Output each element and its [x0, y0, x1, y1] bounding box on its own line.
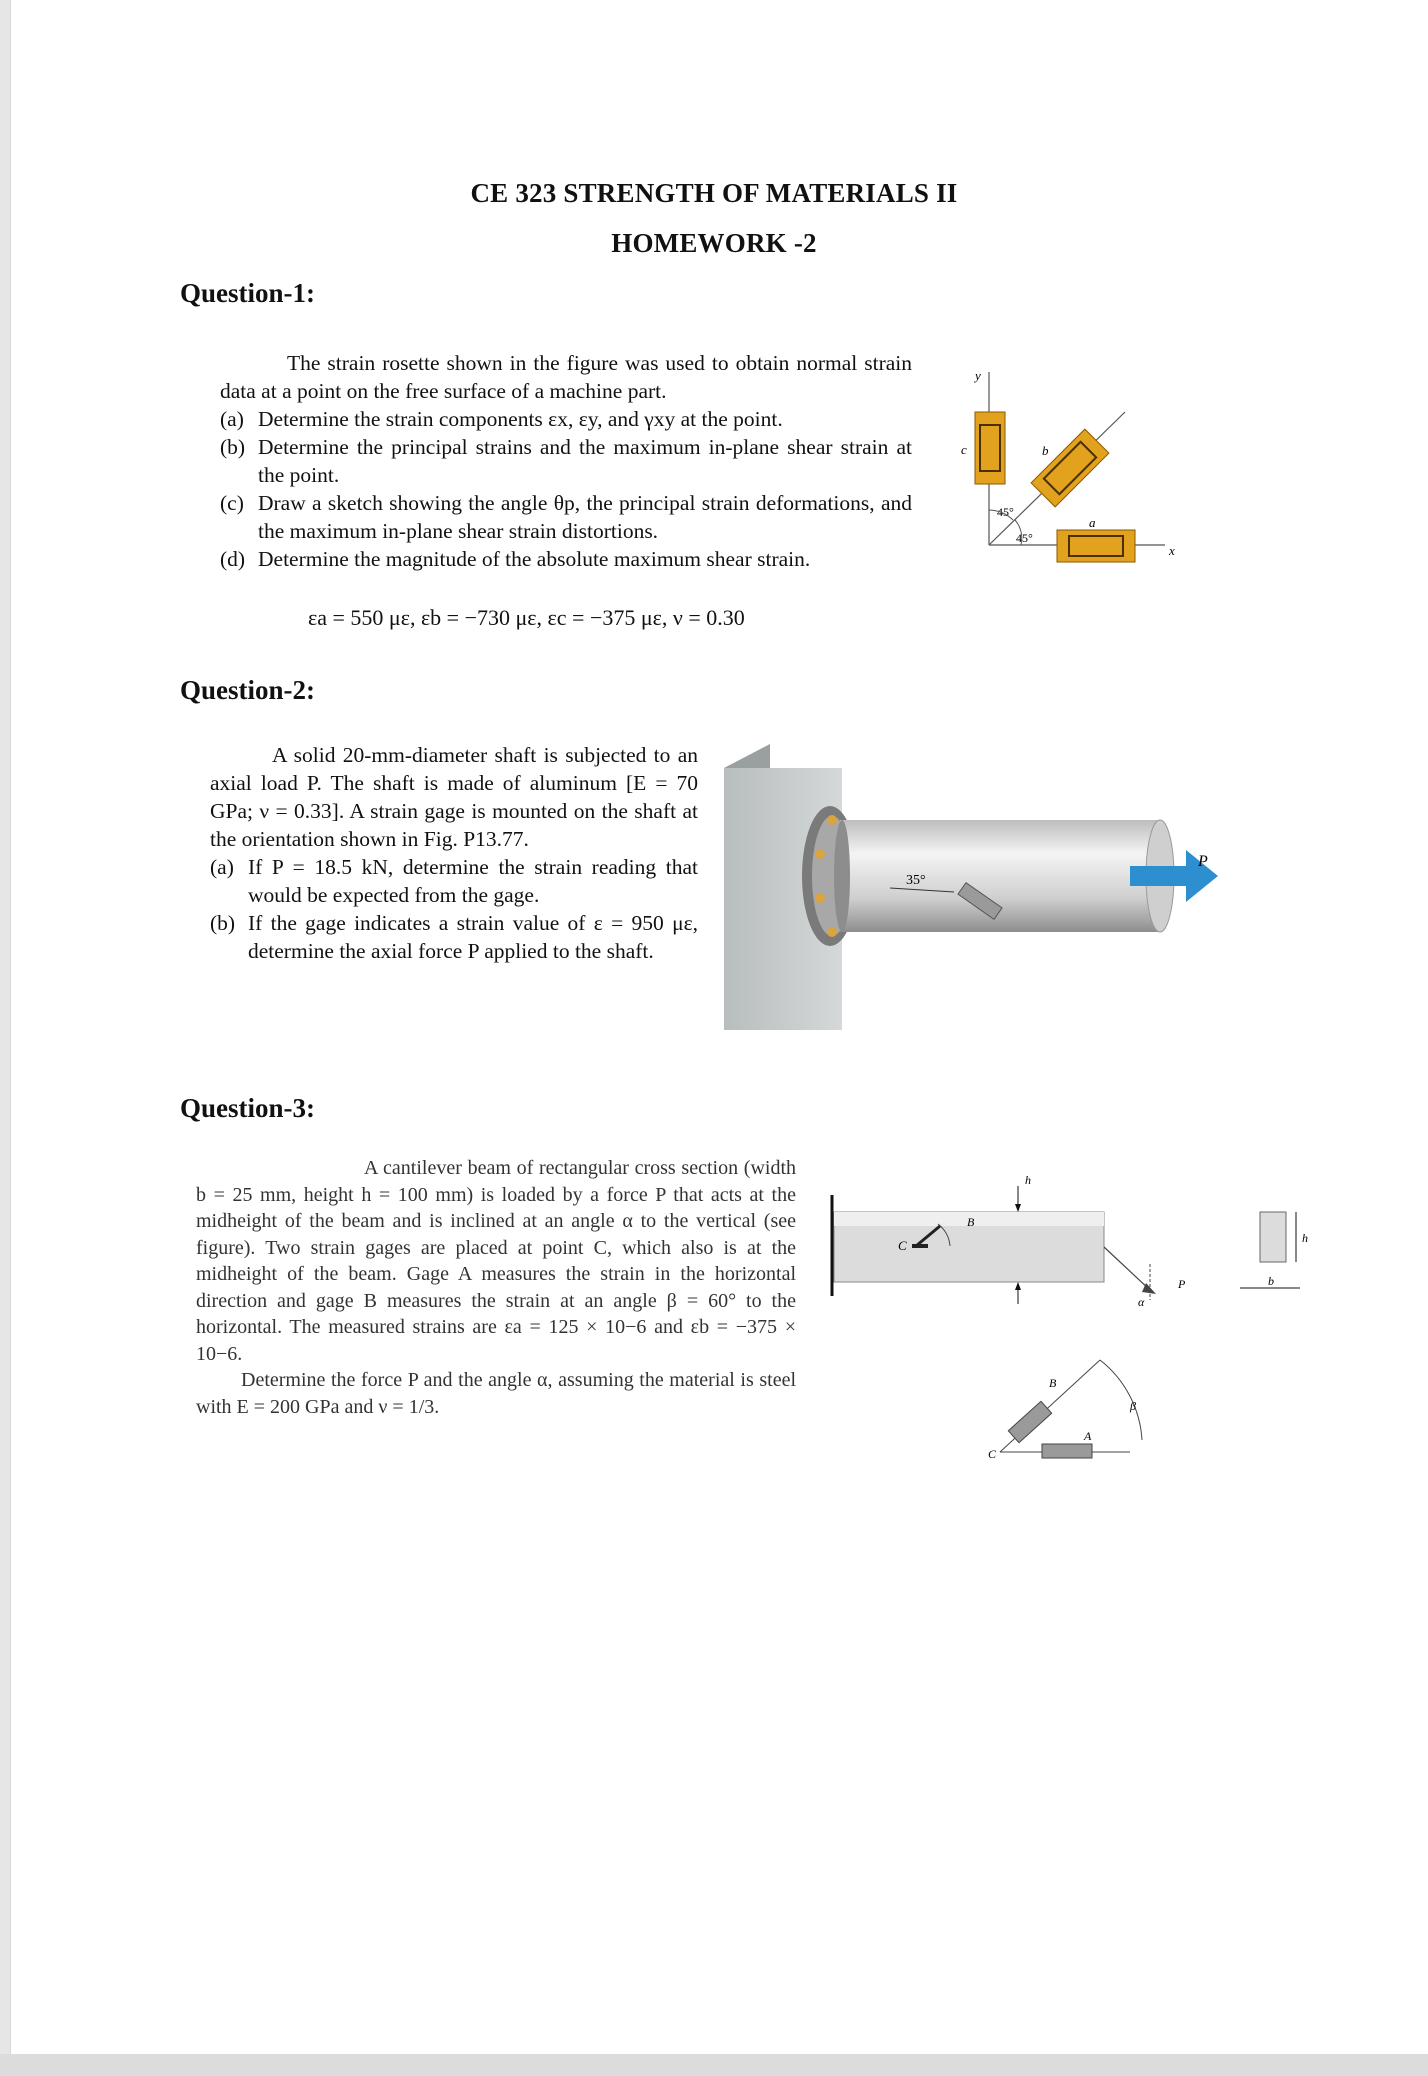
svg-text:β: β	[1130, 1399, 1136, 1413]
question-2-text	[210, 741, 698, 965]
gage-c	[975, 412, 1005, 484]
rosette-a-label: a	[1089, 515, 1096, 530]
viewer-bottom-strip	[0, 2054, 1428, 2076]
question-1-text	[220, 349, 912, 573]
strain-rosette-figure	[955, 360, 1185, 580]
gage-b	[1031, 429, 1109, 507]
question-3-para-2: Determine the force P and the angle α, assuming the material is steel with E = 200 GPa and ν = 1/3.	[196, 1369, 796, 1418]
question-1-item-a: (a) Determine the strain components εx, εy, and γxy at the point.	[220, 407, 783, 431]
question-3-text	[196, 1155, 796, 1420]
svg-text:C: C	[988, 1447, 997, 1460]
rosette-angle-1: 45°	[997, 505, 1014, 519]
rosette-y-label: y	[975, 368, 981, 383]
section-h-label: h	[1302, 1231, 1308, 1245]
cross-section	[1260, 1212, 1286, 1262]
question-1-heading: Question-1:	[180, 278, 315, 308]
svg-text:B: B	[1049, 1376, 1057, 1390]
force-P-label: P	[1178, 1277, 1186, 1291]
rosette-c-label: c	[961, 442, 967, 457]
cantilever-figure	[820, 1160, 1340, 1460]
question-1-item-b: (b) Determine the principal strains and the maximum in-plane shear strain at the point.	[220, 435, 912, 487]
beam-h-label: h	[1025, 1173, 1031, 1187]
shaft	[840, 820, 1160, 932]
question-3-heading: Question-3:	[180, 1093, 315, 1123]
question-1-item-c: (c) Draw a sketch showing the angle θp, the principal strain deformations, and the maximum in-plane shear strain distortions.	[220, 491, 912, 543]
question-2-heading: Question-2:	[180, 675, 315, 705]
course-title: CE 323 STRENGTH OF MATERIALS II	[470, 178, 958, 208]
rosette-b-label: b	[1042, 443, 1049, 458]
shaft-angle-label: 35°	[906, 873, 926, 888]
question-1-intro: The strain rosette shown in the figure was used to obtain normal strain data at a point on the free surface of a machine part.	[220, 351, 912, 403]
angle-alpha-label: α	[1138, 1295, 1145, 1309]
question-1-given-values: εa = 550 με, εb = −730 με, εc = −375 με, ν = 0.30	[308, 605, 745, 630]
question-2-intro: A solid 20-mm-diameter shaft is subjected to an axial load P. The shaft is made of aluminum [E = 70 GPa; ν = 0.33]. A strain gage is mounted on the shaft at the orientation shown in Fig. P13.77.	[210, 743, 698, 851]
question-3-para-1: A cantilever beam of rectangular cross section (width b = 25 mm, height h = 100 mm) is loaded by a force P that acts at the midheight of the beam and is inclined at an angle α to the vertical (see figure). Two strain gages are placed at point C, which also is at the midheight of the beam. Gage A measures the strain in the horizontal direction and gage B measures the strain at an angle β = 60° to the horizontal. The measured strains are εa = 125 × 10−6 and εb = −375 × 10−6.	[196, 1157, 796, 1365]
rosette-angle-2: 45°	[1016, 531, 1033, 545]
load-P-label: P	[1198, 853, 1208, 870]
svg-text:A: A	[1084, 1429, 1092, 1443]
gage-a	[1057, 530, 1135, 562]
point-C-label: C	[898, 1238, 907, 1253]
shaft-figure	[720, 738, 1240, 1038]
gage-B-label-top: B	[967, 1215, 975, 1229]
homework-title: HOMEWORK -2	[611, 228, 817, 258]
question-2-item-b: (b) If the gage indicates a strain value of ε = 950 με, determine the axial force P applied to the shaft.	[210, 911, 698, 963]
section-b-label: b	[1268, 1274, 1274, 1288]
gage-detail	[988, 1360, 1142, 1460]
question-2-item-a: (a) If P = 18.5 kN, determine the strain reading that would be expected from the gage.	[210, 855, 698, 907]
rosette-x-label: x	[1169, 543, 1175, 558]
question-1-item-d: (d) Determine the magnitude of the absolute maximum shear strain.	[220, 547, 811, 571]
